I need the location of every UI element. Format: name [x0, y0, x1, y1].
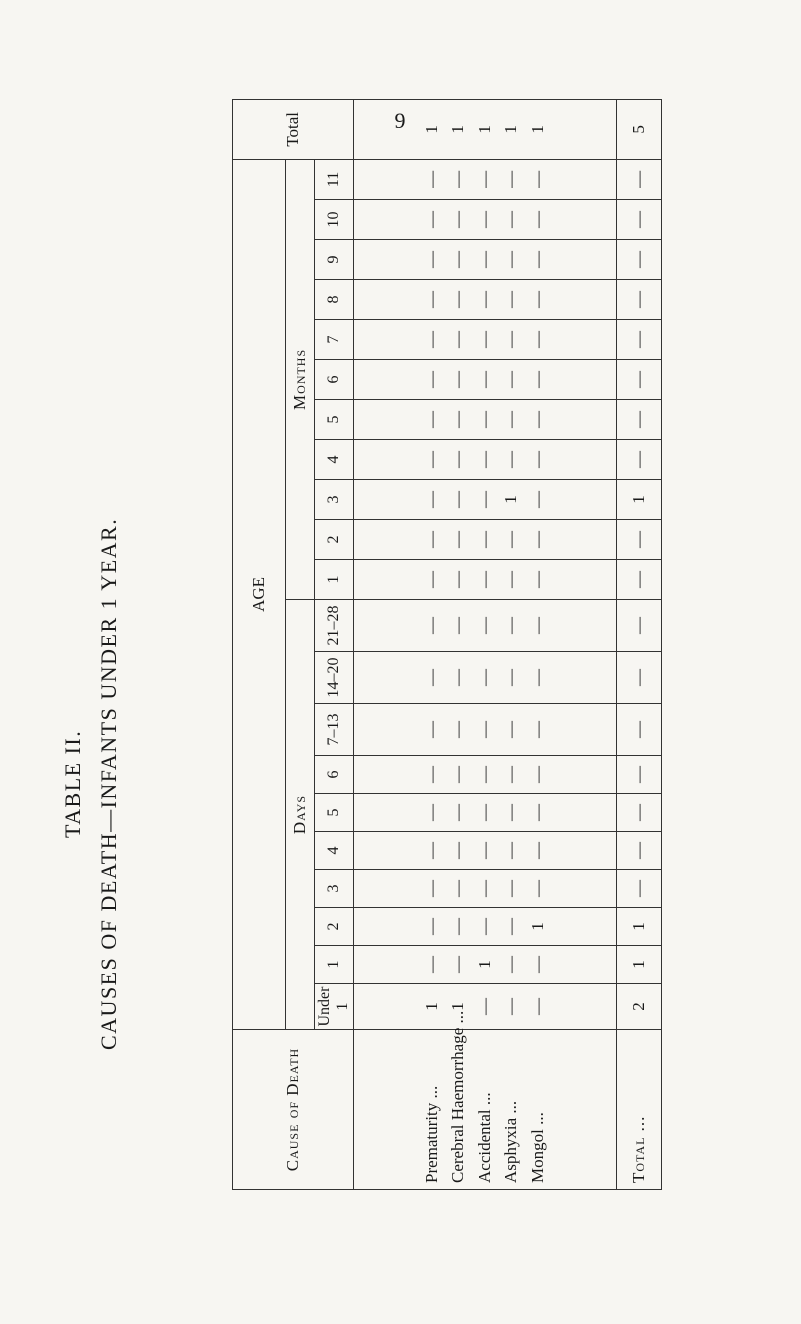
cell: — — [448, 669, 468, 686]
cell: — — [474, 531, 494, 548]
cell: — — [421, 211, 441, 228]
cell: — — [501, 669, 521, 686]
cell: — — [527, 766, 547, 783]
cell: 1 — [421, 1002, 441, 1011]
cause-header: Cause of Death — [233, 1030, 354, 1190]
cell: — — [617, 320, 662, 360]
day-col-header: 1 — [315, 946, 354, 984]
cell: — — [527, 411, 547, 428]
cell: — — [501, 170, 521, 188]
body-row — [354, 99, 617, 1189]
cell: — — [527, 998, 547, 1015]
month-col-9 — [354, 200, 617, 240]
day-col-2 — [354, 908, 617, 946]
months-header: Months — [286, 159, 315, 599]
month-col-header: 6 — [315, 360, 354, 400]
cell: — — [527, 371, 547, 388]
day-col-7 — [354, 704, 617, 756]
cell: — — [474, 842, 494, 859]
cell: — — [421, 766, 441, 783]
day-col-header: 21–28 — [315, 600, 354, 652]
cell: — — [501, 721, 521, 738]
cell: — — [448, 956, 468, 973]
cell: — — [501, 880, 521, 897]
cell: — — [527, 491, 547, 508]
cell: — — [527, 842, 547, 859]
cell: — — [617, 360, 662, 400]
table-title: CAUSES OF DEATH—INFANTS UNDER 1 YEAR. — [96, 517, 121, 1050]
cell: — — [527, 211, 547, 228]
cell: — — [617, 832, 662, 870]
cause-label: Cerebral Haemorrhage ... — [448, 1010, 468, 1183]
cell: 1 — [474, 960, 494, 969]
cell: — — [617, 520, 662, 560]
cell: — — [501, 411, 521, 428]
days-header: Days — [286, 600, 315, 1030]
cell: — — [448, 211, 468, 228]
cell: — — [617, 159, 662, 199]
totals-label: Total ... — [617, 1030, 662, 1190]
age-header: AGE — [233, 159, 286, 1029]
cell: 1 — [617, 908, 662, 946]
cell: — — [617, 870, 662, 908]
cell: — — [474, 411, 494, 428]
cell: — — [527, 331, 547, 348]
cell: — — [617, 440, 662, 480]
total-header: Total — [233, 99, 354, 159]
cell: — — [617, 794, 662, 832]
day-col-header: 5 — [315, 794, 354, 832]
cell: — — [448, 721, 468, 738]
cell: — — [617, 652, 662, 704]
cell: — — [527, 571, 547, 588]
cell: — — [501, 842, 521, 859]
cell: — — [448, 918, 468, 935]
month-col-header: 10 — [315, 200, 354, 240]
day-col-header: 3 — [315, 870, 354, 908]
cell: — — [501, 211, 521, 228]
cell: — — [421, 918, 441, 935]
cell: — — [474, 617, 494, 634]
causes-table-rotated — [232, 111, 662, 1190]
cell: — — [474, 211, 494, 228]
month-col-5 — [354, 360, 617, 400]
cell: — — [527, 170, 547, 188]
cell: — — [421, 617, 441, 634]
month-col-header: 7 — [315, 320, 354, 360]
cell: 1 — [448, 125, 468, 134]
cause-label: Mongol ... — [527, 1112, 547, 1183]
cell: — — [501, 998, 521, 1015]
cell: 1 — [617, 946, 662, 984]
cell: 1 — [501, 495, 521, 504]
cause-label: Accidental ... — [474, 1092, 494, 1183]
day-col-header: Under 1 — [315, 984, 354, 1030]
cell: — — [501, 331, 521, 348]
total-col — [354, 99, 617, 159]
cell: — — [448, 291, 468, 308]
cell: — — [527, 451, 547, 468]
day-col-header: 7–13 — [315, 704, 354, 756]
day-col-header: 6 — [315, 756, 354, 794]
cell: — — [474, 491, 494, 508]
grand-total: 5 — [617, 99, 662, 159]
cell: — — [448, 371, 468, 388]
cell: — — [617, 600, 662, 652]
cell: — — [527, 880, 547, 897]
cell: — — [527, 531, 547, 548]
month-col-7 — [354, 280, 617, 320]
cell: — — [448, 331, 468, 348]
cell: — — [448, 880, 468, 897]
cell: — — [421, 411, 441, 428]
cell: — — [617, 704, 662, 756]
cell: 1 — [421, 125, 441, 134]
cell: — — [501, 571, 521, 588]
cell: — — [501, 451, 521, 468]
cell: — — [501, 291, 521, 308]
cell: — — [474, 669, 494, 686]
day-col-0 — [354, 984, 617, 1030]
cell: — — [617, 560, 662, 600]
cell: — — [527, 251, 547, 268]
cell: — — [527, 617, 547, 634]
page-number: 9 — [394, 108, 406, 133]
cell: — — [421, 371, 441, 388]
cell: — — [474, 291, 494, 308]
cell: — — [474, 880, 494, 897]
cell: — — [448, 617, 468, 634]
day-col-header: 2 — [315, 908, 354, 946]
cell: — — [421, 842, 441, 859]
cell: — — [421, 804, 441, 821]
cell: 1 — [474, 125, 494, 134]
day-col-4 — [354, 832, 617, 870]
cell: — — [448, 766, 468, 783]
cell: 2 — [617, 984, 662, 1030]
cell: — — [617, 240, 662, 280]
cell: — — [448, 804, 468, 821]
day-col-8 — [354, 652, 617, 704]
cell: — — [448, 571, 468, 588]
month-col-0 — [354, 560, 617, 600]
cell: — — [421, 251, 441, 268]
cell: — — [501, 531, 521, 548]
month-col-header: 3 — [315, 480, 354, 520]
month-col-header: 9 — [315, 240, 354, 280]
cell: — — [421, 956, 441, 973]
cell: — — [448, 531, 468, 548]
cell: — — [421, 491, 441, 508]
day-col-header: 4 — [315, 832, 354, 870]
month-col-8 — [354, 240, 617, 280]
cell: — — [474, 998, 494, 1015]
causes-table — [232, 99, 662, 1190]
cell: — — [474, 918, 494, 935]
cell: — — [474, 371, 494, 388]
cell: — — [448, 842, 468, 859]
cell: — — [501, 918, 521, 935]
cell: — — [527, 956, 547, 973]
cell: — — [448, 170, 468, 188]
cell: — — [421, 451, 441, 468]
cause-label: Asphyxia ... — [501, 1100, 521, 1183]
cell: — — [421, 170, 441, 188]
totals-row — [617, 99, 662, 1189]
month-col-2 — [354, 480, 617, 520]
month-col-header: 1 — [315, 560, 354, 600]
cell: — — [474, 251, 494, 268]
cell: — — [421, 331, 441, 348]
cause-list — [354, 1010, 617, 1190]
table-label: TABLE II. — [60, 729, 85, 839]
cell: 1 — [617, 480, 662, 520]
cause-label: Prematurity ... — [422, 1085, 442, 1183]
cell: — — [474, 804, 494, 821]
cell: — — [527, 721, 547, 738]
cell: — — [474, 451, 494, 468]
cell: 1 — [501, 125, 521, 134]
cell: — — [501, 371, 521, 388]
month-col-header: 2 — [315, 520, 354, 560]
day-col-5 — [354, 794, 617, 832]
cell: — — [448, 251, 468, 268]
month-col-header: 4 — [315, 440, 354, 480]
cell: — — [617, 200, 662, 240]
cell: — — [448, 451, 468, 468]
day-col-6 — [354, 756, 617, 794]
cell: — — [421, 291, 441, 308]
cell: — — [474, 170, 494, 188]
day-col-header: 14–20 — [315, 652, 354, 704]
cell: — — [501, 804, 521, 821]
cell: — — [421, 721, 441, 738]
cell: — — [448, 491, 468, 508]
cell: — — [527, 291, 547, 308]
month-col-1 — [354, 520, 617, 560]
cell: — — [501, 766, 521, 783]
month-col-4 — [354, 400, 617, 440]
cell: 1 — [448, 1002, 468, 1011]
cell: — — [474, 766, 494, 783]
cell: — — [421, 531, 441, 548]
cell: — — [474, 571, 494, 588]
month-col-header: 5 — [315, 400, 354, 440]
day-col-1 — [354, 946, 617, 984]
month-col-header: 11 — [315, 159, 354, 199]
month-col-3 — [354, 440, 617, 480]
month-col-10 — [354, 159, 617, 199]
month-col-header: 8 — [315, 280, 354, 320]
cell: — — [501, 617, 521, 634]
cell: — — [421, 880, 441, 897]
month-col-6 — [354, 320, 617, 360]
cell: 1 — [527, 922, 547, 931]
day-col-9 — [354, 600, 617, 652]
cell: — — [617, 280, 662, 320]
cell: — — [617, 400, 662, 440]
table-caption — [60, 518, 122, 1050]
cell: — — [527, 804, 547, 821]
cell: 1 — [527, 125, 547, 134]
cell: — — [421, 669, 441, 686]
cell: — — [501, 956, 521, 973]
cell: — — [501, 251, 521, 268]
cell: — — [448, 411, 468, 428]
cell: — — [474, 721, 494, 738]
cell: — — [617, 756, 662, 794]
cell: — — [474, 331, 494, 348]
day-col-3 — [354, 870, 617, 908]
cell: — — [527, 669, 547, 686]
cell: — — [421, 571, 441, 588]
